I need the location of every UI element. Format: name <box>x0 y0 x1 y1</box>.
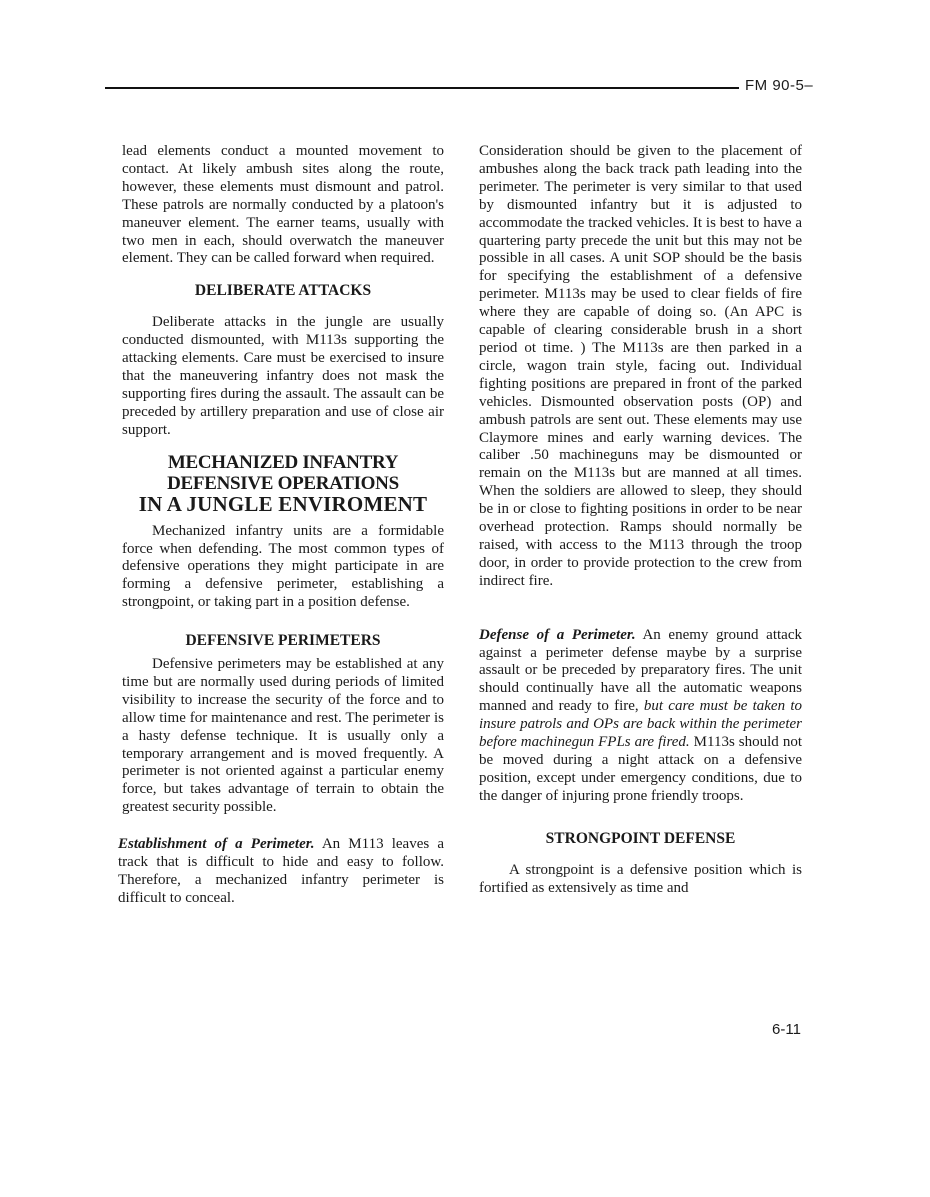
paragraph-lead-elements: lead elements conduct a mounted movement to contact. At likely ambush sites along the route, however, these elements must dismount and patrol. These patrols are normally conducted by a platoon's maneuver element. The earner teams, usually with two men in each, should overwatch the maneuver element. They can be called forward when required. <box>122 143 444 267</box>
defense-italic-text: but care must be taken to insure patrols and OPs are back within the perimeter before machinegun FPLs are fired. <box>479 698 802 751</box>
paragraph-mechanized-infantry: Mechanized infantry units are a formidable force when defending. The most common types of defensive operations they might participate in are forming a defensive perimeter, establishing a strongpoint, or taking part in a position defense. <box>122 522 444 611</box>
page-number: 6-11 <box>772 1021 801 1038</box>
heading-deliberate-attacks: DELIBERATE ATTACKS <box>194 282 372 300</box>
paragraph-defensive-perimeters: Defensive perimeters may be established at any time but are normally used during periods of limited visibility to increase the security of the force and to allow time for maintenance and rest. The perimeter is a hasty defense technique. It is usually only a temporary arrangement and is moved frequently. A perimeter is not oriented against a particular enemy force, but takes advantage of terrain to obtain the greatest security possible. <box>122 656 444 816</box>
major-heading-line-1: MECHANIZED INFANTRY <box>167 451 399 473</box>
defense-text-2: M113s should not be moved during a night attack on a defensive position, except under emergency conditions, due to the danger of injuring prone friendly troops. <box>479 734 802 804</box>
runin-defense-of-perimeter: Defense of a Perimeter. <box>479 626 636 643</box>
paragraph-strongpoint: A strongpoint is a defensive position which is fortified as extensively as time and <box>479 861 802 896</box>
paragraph-deliberate-attacks: Deliberate attacks in the jungle are usually conducted dismounted, with M113s supporting the attacking elements. Care must be exercised to insure that the maneuvering infantry does not mask the supporting fires during the assault. The assault can be preceded by artillery preparation and use of close air support. <box>122 314 444 438</box>
major-heading-line-3: IN A JUNGLE ENVIROMENT <box>138 491 428 516</box>
header-rule <box>105 87 739 89</box>
major-heading-line-2: DEFENSIVE OPERATIONS <box>167 472 399 494</box>
heading-strongpoint-defense: STRONGPOINT DEFENSE <box>545 829 736 847</box>
right-column <box>479 143 802 897</box>
heading-defensive-perimeters: DEFENSIVE PERIMETERS <box>185 632 381 650</box>
header-label: FM 90-5– <box>745 77 814 94</box>
paragraph-establishment <box>118 836 444 908</box>
establishment-text: An M113 leaves a track that is difficult to hide and easy to follow. Therefore, a mechanized infantry perimeter is difficult to conceal. <box>118 836 444 906</box>
paragraph-consideration: Consideration should be given to the placement of ambushes along the back track path leading into the perimeter. The perimeter is very similar to that used by dismounted infantry but it is adjusted to accommodate the tracked vehicles. It is best to have a quartering party precede the unit but this may not be possible in all cases. A unit SOP should be the basis for specifying the establishment of a defensive perimeter. M113s may be used to clear fields of fire where they are capable of doing so. (An APC is capable of clearing considerable brush in a short period ot time. ) The M113s are then parked in a circle, wagon train style, facing out. Individual fighting positions are prepared in front of the parked vehicles. Dismounted observation posts (OP) and ambush patrols are sent out. These elements may use Claymore mines and early warning devices. The caliber .50 machineguns may be dismounted or remain on the M113s but are manned at all times. When the soldiers are allowed to sleep, they should be in or close to fighting positions in order to be near overhead protection. Ramps should normally be raised, with access to the M113 through the troop door, in order to provide protection to the crew from indirect fire. <box>479 143 802 589</box>
runin-establishment: Establishment of a Perimeter. <box>118 836 315 853</box>
major-heading <box>122 452 444 515</box>
left-column <box>118 143 444 908</box>
paragraph-defense-of-perimeter <box>479 627 802 806</box>
defense-text-1: An enemy ground attack against a perimeter defense maybe by a surprise assault or be preceded by preparatory fires. The unit should continually have all the automatic weapons manned and ready to fire, <box>479 626 802 715</box>
